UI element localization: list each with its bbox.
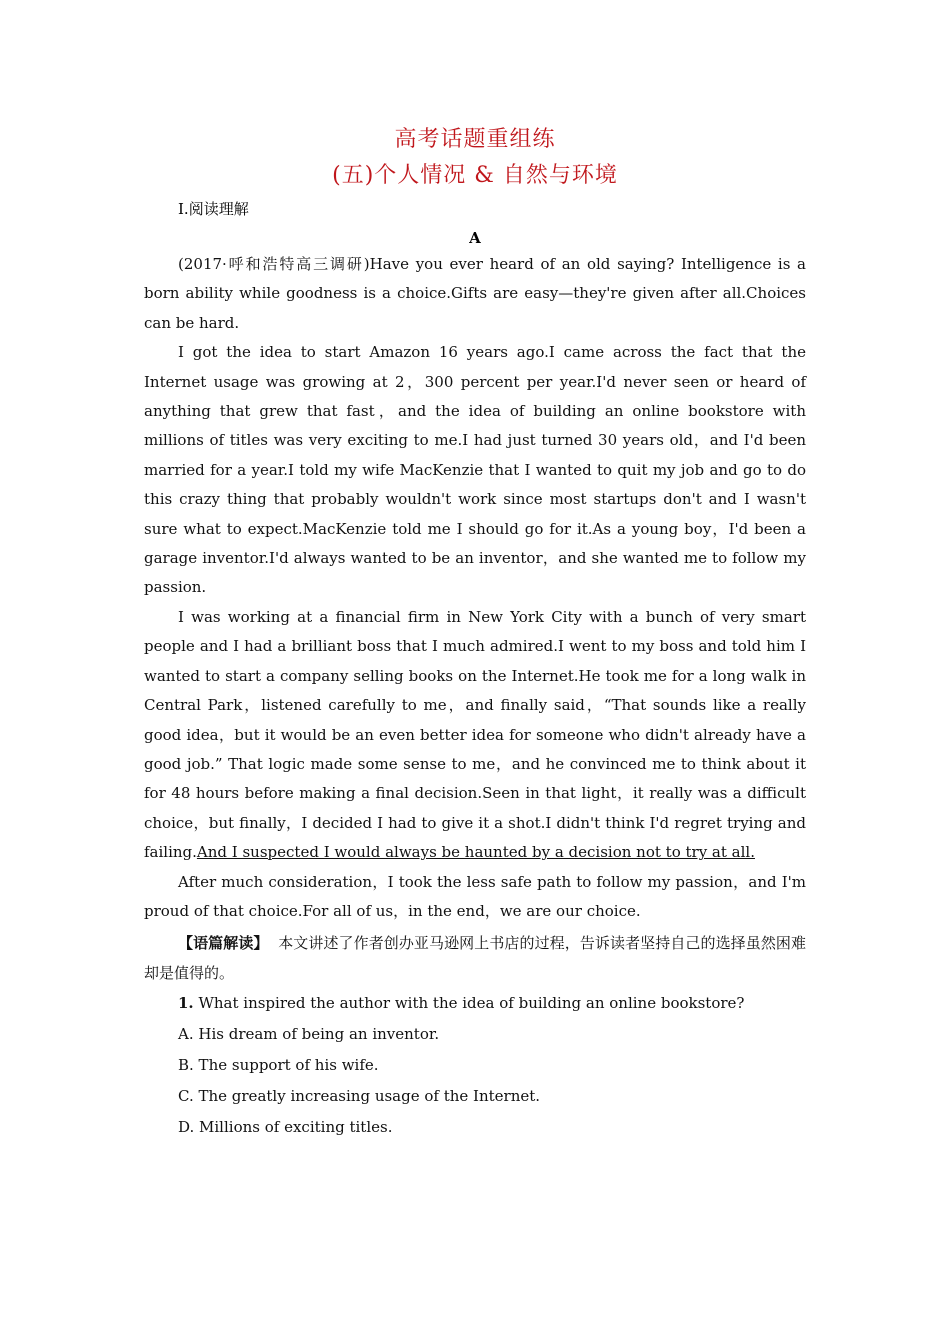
analysis-tag: 【语篇解读】	[178, 934, 269, 953]
paragraph-3-text: I was working at a financial firm in New York City with a bunch of very smart people and I had a brilliant boss that I much admired.I went to my boss and told him I wanted to start a company selling books on the Internet.He took me for a long walk in Central Park，listened carefully to me，and finally said，“That sounds like a really good idea，but it would be an even better idea for someone who didn't already have a good job.” That logic made some sense to me，and he convinced me to think about it for 48 hours before making a final decision.Seen in that light，it really was a difficult choice，but finally，I decided I had to give it a shot.I didn't think I'd regret trying and failing.	[144, 607, 806, 862]
option-b: B. The support of his wife.	[178, 1056, 379, 1075]
analysis-text: 本文讲述了作者创办亚马逊网上书店的过程，告诉读者坚持自己的选择虽然困难却是值得的。	[144, 934, 806, 982]
paragraph-2: I got the idea to start Amazon 16 years ago.I came across the fact that the Internet usage was growing at 2，300 percent per year.I'd never seen or heard of anything that grew that fast，and the idea of building an online bookstore with millions of titles was very exciting to me.I had just turned 30 years old，and I'd been married for a year.I told my wife MacKenzie that I wanted to quit my job and go to do this crazy thing that probably wouldn't work since most startups don't and I wasn't sure what to expect.MacKenzie told me I should go for it.As a young boy，I'd been a garage inventor.I'd always wanted to be an inventor，and she wanted me to follow my passion.	[144, 343, 806, 597]
question-1	[144, 988, 806, 1019]
passage-label: A	[469, 229, 481, 247]
page-title: 高考话题重组练	[394, 127, 556, 152]
paragraph-4: After much consideration，I took the less safe path to follow my passion，and I'm proud of that choice.For all of us，in the end，we are our choice.	[144, 872, 806, 920]
option-c: C. The greatly increasing usage of the Internet.	[178, 1087, 541, 1106]
paragraph-3	[144, 603, 806, 868]
option-a: A. His dream of being an inventor.	[178, 1025, 440, 1044]
question-stem: What inspired the author with the idea of building an online bookstore?	[198, 994, 745, 1013]
section-heading: Ⅰ.阅读理解	[178, 200, 249, 218]
question-number: 1.	[178, 994, 194, 1013]
page-subtitle: (五)个人情况 & 自然与环境	[332, 163, 618, 188]
passage-analysis	[144, 929, 806, 988]
paragraph-1: (2017·呼和浩特高三调研)Have you ever heard of an old saying? Intelligence is a born ability while goodness is a choice.Gifts are easy—they're given after all.Choices can be hard.	[144, 255, 806, 332]
passage-body	[144, 250, 806, 1143]
option-d: D. Millions of exciting titles.	[178, 1118, 393, 1137]
underlined-sentence: And I suspected I would always be haunted by a decision not to try at all.	[196, 843, 755, 862]
